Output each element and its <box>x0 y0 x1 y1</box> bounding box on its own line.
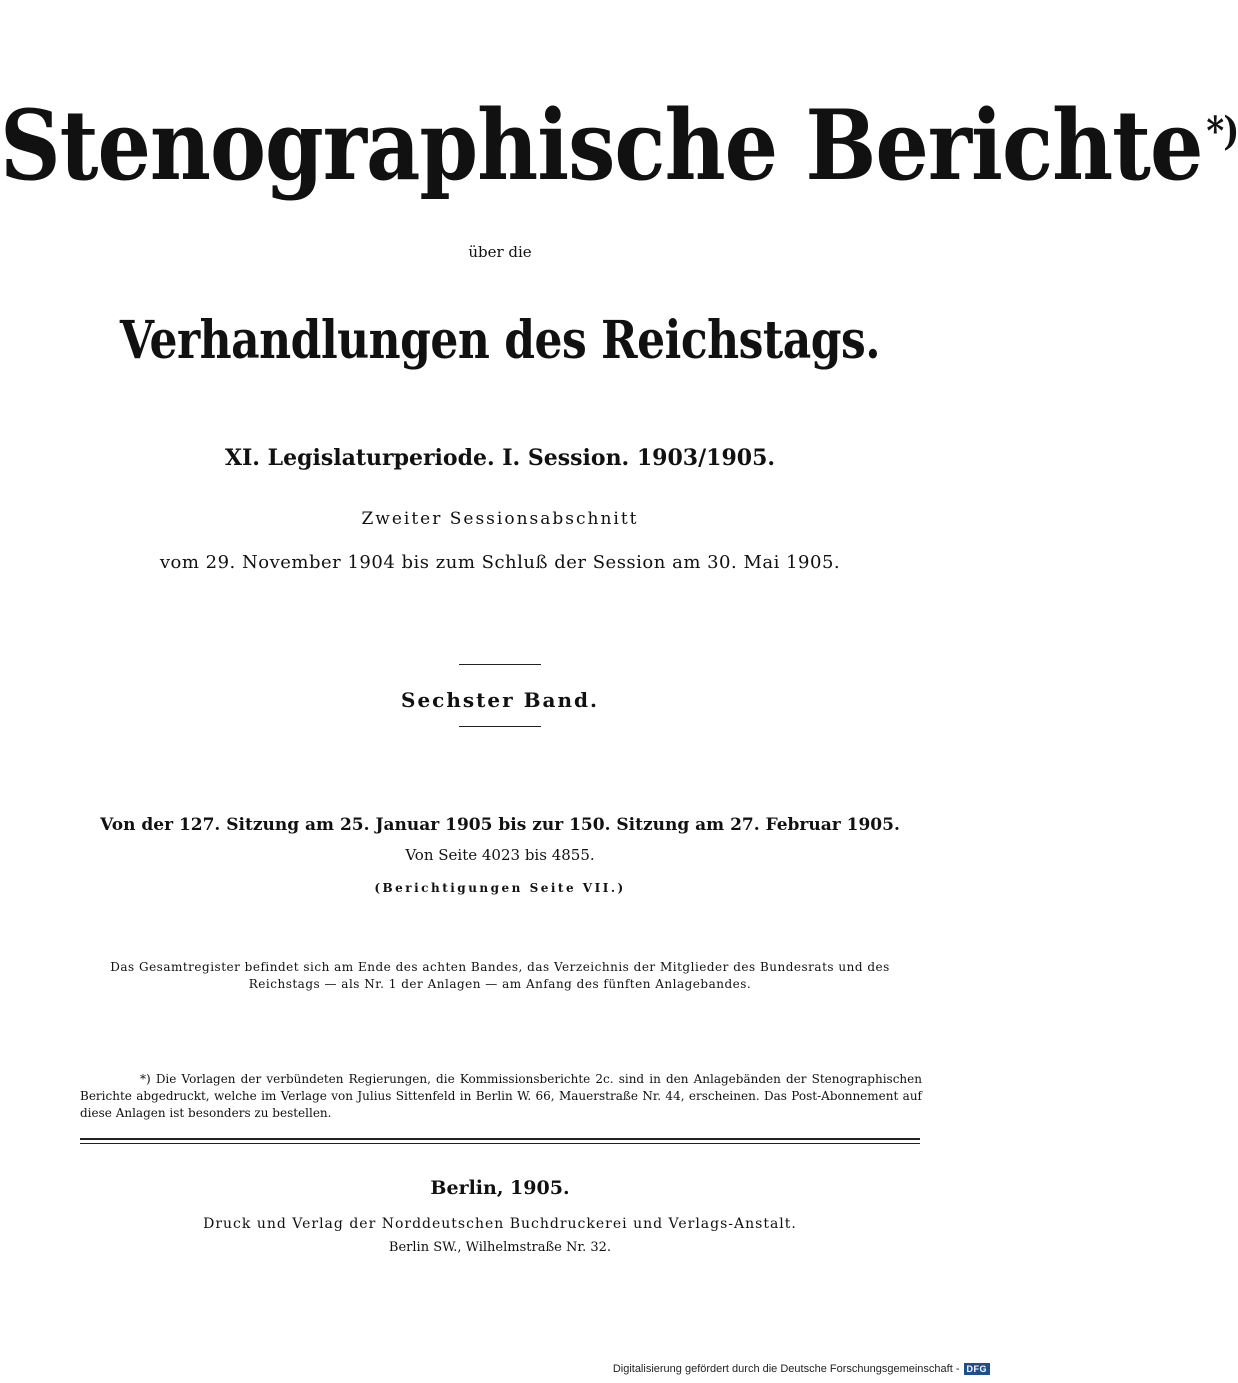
imprint-place-year: Berlin, 1905. <box>430 1177 570 1199</box>
divider-top <box>459 664 541 665</box>
divider-bottom <box>459 726 541 727</box>
volume-title: Sechster Band. <box>401 688 599 712</box>
title-footnote-mark: *) <box>1206 108 1238 155</box>
corrections-line: (Berichtigungen Seite VII.) <box>374 881 626 895</box>
subtitle: Verhandlungen des Reichstags. <box>119 310 881 372</box>
digitization-credit <box>613 1363 990 1375</box>
imprint-address: Berlin SW., Wilhelmstraße Nr. 32. <box>388 1240 612 1255</box>
pages-line: Von Seite 4023 bis 4855. <box>405 846 595 864</box>
legislature-line: XI. Legislaturperiode. I. Session. 1903/1905. <box>224 445 776 471</box>
digitization-text: Digitalisierung gefördert durch die Deutsche Forschungsgemeinschaft - <box>612 1363 960 1375</box>
footnote <box>80 1071 922 1122</box>
footnote-text: *) Die Vorlagen der verbündeten Regierungen, die Kommissionsberichte 2c. sind in den Anlagebänden der Stenographischen Berichte abgedruckt, welche im Verlage von Julius Sittenfeld in Berlin W. 66, Mauerstraße Nr. 44, erscheinen. Das Post-Abonnement auf diese Anlagen ist besonders zu bestellen. <box>80 1072 922 1120</box>
ueber-line: über die <box>468 243 532 261</box>
main-title: Stenographische Berichte *) <box>0 88 1238 202</box>
imprint-publisher: Druck und Verlag der Norddeutschen Buchdruckerei und Verlags-Anstalt. <box>203 1216 797 1232</box>
dates-line: vom 29. November 1904 bis zum Schluß der Session am 30. Mai 1905. <box>159 552 841 573</box>
sessions-line: Von der 127. Sitzung am 25. Januar 1905 bis zur 150. Sitzung am 27. Februar 1905. <box>100 815 900 835</box>
register-note: Das Gesamtregister befindet sich am Ende des achten Bandes, das Verzeichnis der Mitglieder des Bundesrats und des Reichstags — als Nr. 1 der Anlagen — am Anfang des fünften Anlagebandes. <box>110 960 890 991</box>
double-rule-bottom <box>80 1143 920 1144</box>
section-line: Zweiter Sessionsabschnitt <box>361 509 639 529</box>
double-rule-top <box>80 1138 920 1140</box>
dfg-logo: DFG <box>964 1363 991 1375</box>
